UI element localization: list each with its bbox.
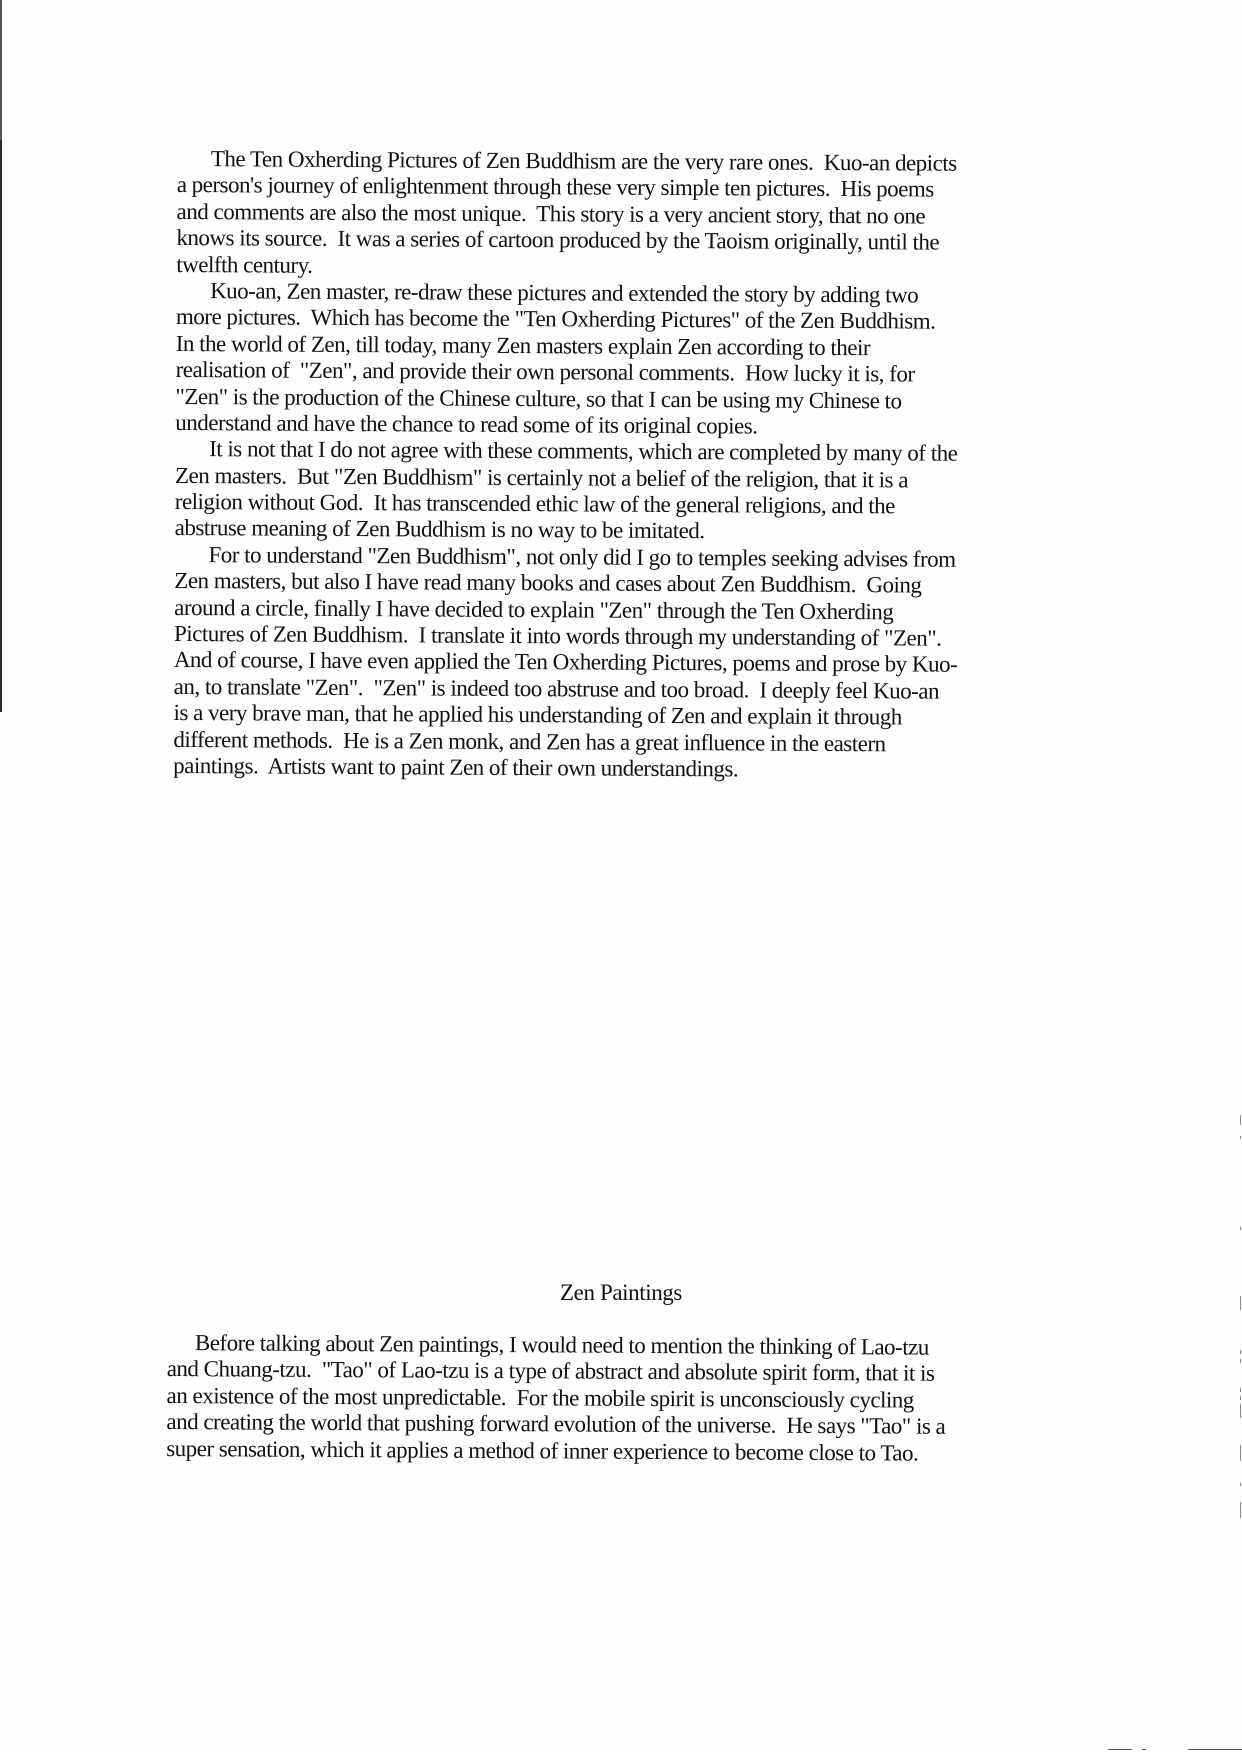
text-line: Before talking about Zen paintings, I would need to mention the thinking of Lao-tzu — [194, 1330, 929, 1360]
scan-line-bottom — [1188, 1749, 1242, 1750]
paragraph — [173, 542, 1082, 785]
zen-paintings-section — [166, 1330, 1072, 1467]
text-line: around a circle, finally I have decided to explain "Zen" through the Ten Oxherding — [174, 594, 894, 624]
scan-mark-right — [1240, 1404, 1241, 1418]
text-line: "Zen" is the production of the Chinese culture, so that I can be using my Chinese to — [175, 383, 902, 413]
text-line: and Chuang-tzu. "Tao" of Lao-tzu is a type of abstract and absolute spirit form, that it is — [166, 1356, 935, 1387]
text-line: And of course, I have even applied the Ten Oxherding Pictures, poems and prose by Kuo- — [173, 647, 958, 678]
paragraph — [175, 278, 1084, 442]
scan-edge-left-top — [0, 0, 2, 140]
scan-mark-right — [1240, 1445, 1241, 1461]
text-line: knows its source. It was a series of cartoon produced by the Taoism originally, until the — [176, 225, 940, 255]
text-line: and comments are also the most unique. This story is a very ancient story, that no one — [176, 198, 926, 229]
text-line: an, to translate "Zen". "Zen" is indeed too abstruse and too broad. I deeply feel Kuo-an — [173, 673, 940, 704]
text-line: twelfth century. — [176, 251, 313, 278]
text-line: and creating the world that pushing forward evolution of the universe. He says "Tao" is a — [166, 1409, 946, 1439]
text-line: super sensation, which it applies a method of inner experience to become close to Tao. — [166, 1435, 919, 1466]
text-line: For to understand "Zen Buddhism", not only did I go to temples seeking advises from — [208, 542, 956, 572]
scan-mark-right — [1240, 1483, 1241, 1486]
scan-mark-right — [1240, 1227, 1241, 1230]
scan-mark-right — [1240, 1396, 1241, 1400]
scan-mark-right — [1240, 1359, 1241, 1363]
text-line: a person's journey of enlightenment through these very simple ten pictures. His poems — [176, 172, 934, 202]
text-line: more pictures. Which has become the "Ten Oxherding Pictures" of the Zen Buddhism. — [175, 304, 936, 334]
text-line: Zen masters, but also I have read many books and cases about Zen Buddhism. Going — [174, 568, 922, 598]
text-line: an existence of the most unpredictable. For the mobile spirit is unconsciously cycling — [166, 1382, 914, 1413]
intro-text — [173, 146, 1085, 785]
text-line: understand and have the chance to read some of its original copies. — [175, 409, 758, 439]
text-line: realisation of "Zen", and provide their own personal comments. How lucky it is, for — [175, 357, 915, 387]
scan-mark-right — [1240, 1388, 1241, 1392]
paragraph — [174, 436, 1084, 547]
text-line: The Ten Oxherding Pictures of Zen Buddhism are the very rare ones. Kuo-an depicts — [210, 146, 957, 176]
text-line: paintings. Artists want to paint Zen of their own understandings. — [173, 752, 739, 782]
scan-mark-right — [1240, 1115, 1241, 1125]
text-line: Zen masters. But "Zen Buddhism" is certainly not a belief of the religion, that it is a — [174, 462, 909, 493]
scan-mark-right — [1240, 1502, 1241, 1518]
scan-mark-right — [1240, 1136, 1241, 1139]
text-line: religion without God. It has transcended ethic law of the general religions, and the — [174, 489, 896, 519]
scan-mark-right — [1240, 1350, 1241, 1354]
text-line: It is not that I do not agree with these comments, which are completed by many of the — [209, 436, 958, 467]
text-line: is a very brave man, that he applied his understanding of Zen and explain it through — [173, 700, 902, 730]
scan-line-bottom — [1142, 1749, 1146, 1750]
text-line: different methods. He is a Zen monk, and Zen has a great influence in the eastern — [173, 726, 886, 756]
text-line: Pictures of Zen Buddhism. I translate it into words through my understanding of "Zen". — [173, 620, 942, 651]
paragraph — [176, 146, 1085, 283]
scan-line-bottom — [1108, 1749, 1132, 1750]
text-line: abstruse meaning of Zen Buddhism is no way to be imitated. — [174, 515, 705, 544]
paragraph — [166, 1330, 1072, 1467]
text-line: In the world of Zen, till today, many Zen masters explain Zen according to their — [175, 330, 871, 360]
section-heading: Zen Paintings — [560, 1280, 682, 1305]
text-line: Kuo-an, Zen master, re-draw these pictures and extended the story by adding two — [210, 278, 919, 308]
